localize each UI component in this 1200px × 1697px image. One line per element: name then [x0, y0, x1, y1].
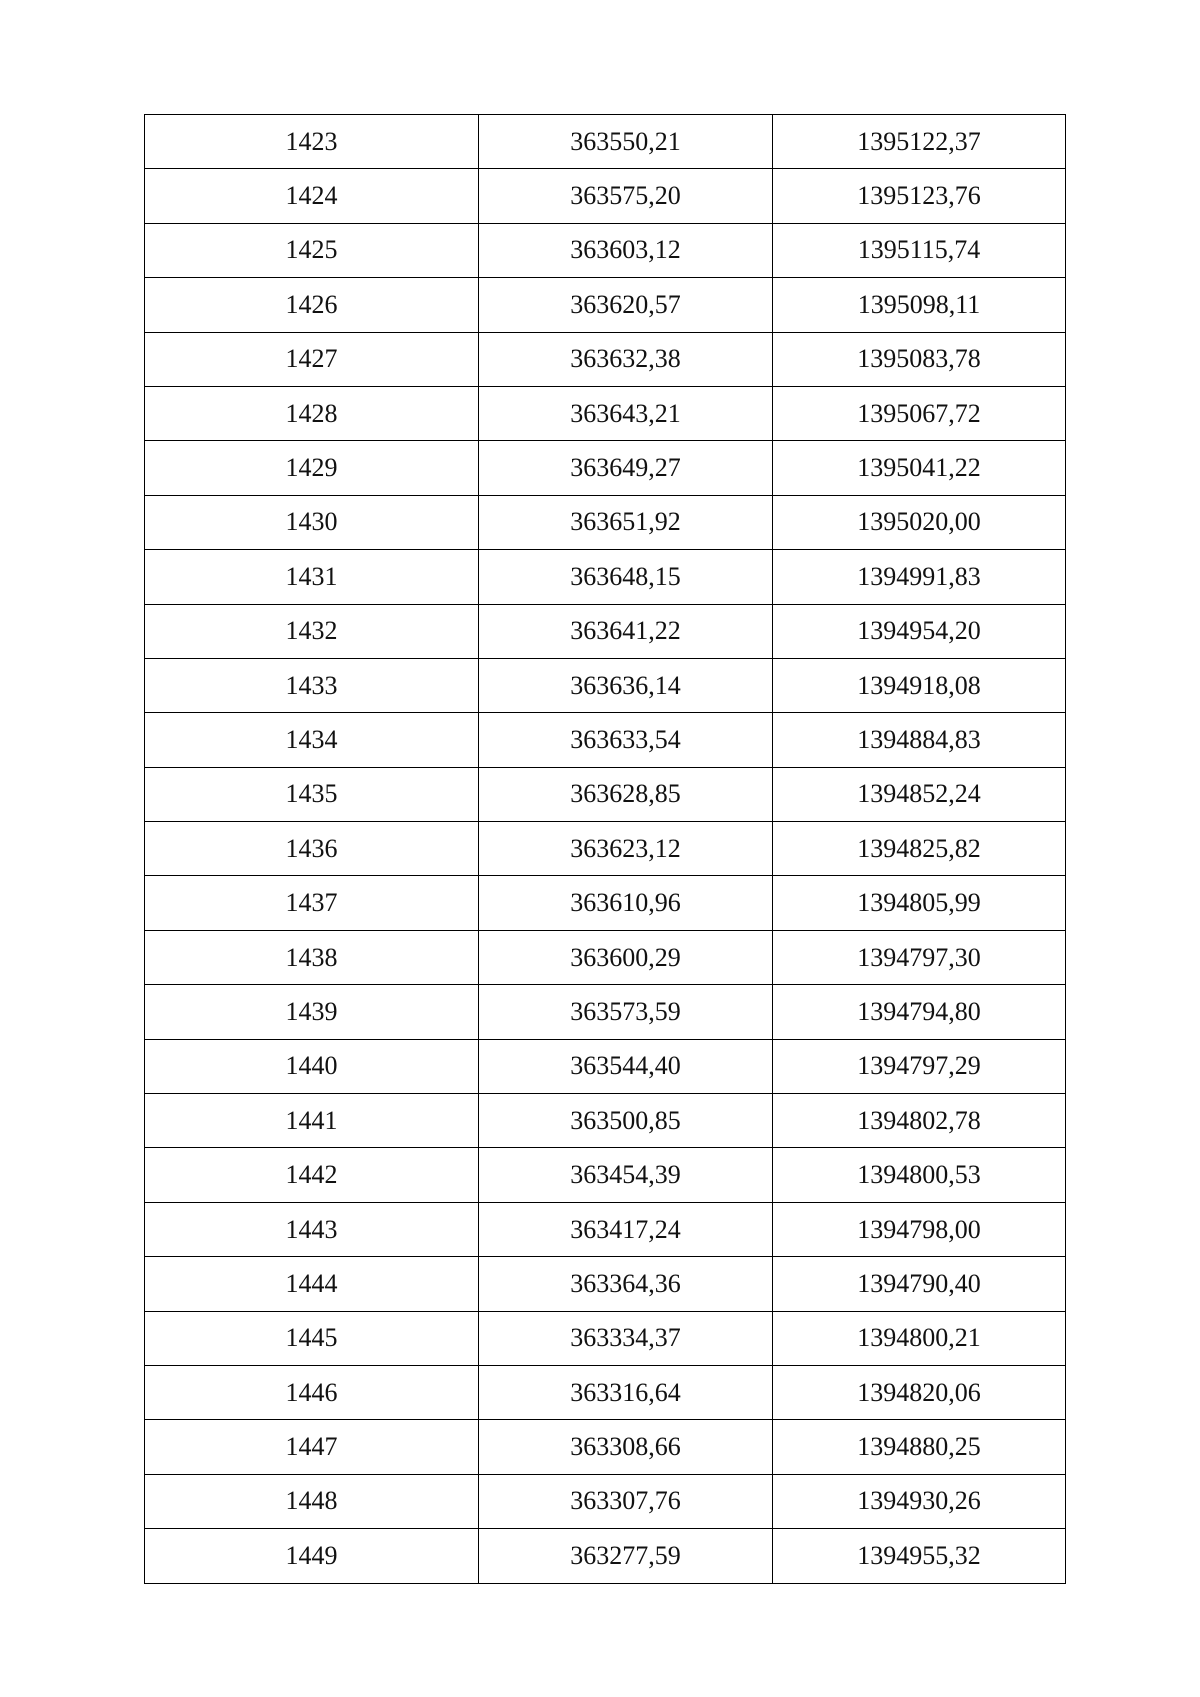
y-coordinate-cell: 1394955,32: [773, 1529, 1066, 1583]
x-coordinate-cell: 363641,22: [479, 604, 773, 658]
x-coordinate-cell: 363364,36: [479, 1257, 773, 1311]
table-row: [145, 713, 1066, 767]
point-number-cell: 1432: [145, 604, 479, 658]
y-coordinate-cell: 1394930,26: [773, 1474, 1066, 1528]
point-number-cell: 1423: [145, 115, 479, 169]
x-coordinate-cell: 363643,21: [479, 386, 773, 440]
x-coordinate-cell: 363307,76: [479, 1474, 773, 1528]
y-coordinate-cell: 1394800,21: [773, 1311, 1066, 1365]
y-coordinate-cell: 1395067,72: [773, 386, 1066, 440]
point-number-cell: 1444: [145, 1257, 479, 1311]
x-coordinate-cell: 363575,20: [479, 169, 773, 223]
table-row: [145, 223, 1066, 277]
table-row: [145, 1529, 1066, 1583]
x-coordinate-cell: 363651,92: [479, 495, 773, 549]
x-coordinate-cell: 363550,21: [479, 115, 773, 169]
x-coordinate-cell: 363316,64: [479, 1365, 773, 1419]
point-number-cell: 1443: [145, 1202, 479, 1256]
table-row: [145, 658, 1066, 712]
y-coordinate-cell: 1394798,00: [773, 1202, 1066, 1256]
x-coordinate-cell: 363636,14: [479, 658, 773, 712]
point-number-cell: 1436: [145, 822, 479, 876]
table-row: [145, 1257, 1066, 1311]
point-number-cell: 1433: [145, 658, 479, 712]
table-row: [145, 1202, 1066, 1256]
x-coordinate-cell: 363417,24: [479, 1202, 773, 1256]
table-row: [145, 822, 1066, 876]
table-row: [145, 767, 1066, 821]
point-number-cell: 1440: [145, 1039, 479, 1093]
y-coordinate-cell: 1395115,74: [773, 223, 1066, 277]
point-number-cell: 1435: [145, 767, 479, 821]
table-row: [145, 115, 1066, 169]
x-coordinate-cell: 363632,38: [479, 332, 773, 386]
y-coordinate-cell: 1394820,06: [773, 1365, 1066, 1419]
y-coordinate-cell: 1395098,11: [773, 278, 1066, 332]
y-coordinate-cell: 1394800,53: [773, 1148, 1066, 1202]
y-coordinate-cell: 1394797,29: [773, 1039, 1066, 1093]
table-row: [145, 1474, 1066, 1528]
table-row: [145, 441, 1066, 495]
x-coordinate-cell: 363603,12: [479, 223, 773, 277]
y-coordinate-cell: 1394794,80: [773, 985, 1066, 1039]
point-number-cell: 1430: [145, 495, 479, 549]
x-coordinate-cell: 363573,59: [479, 985, 773, 1039]
point-number-cell: 1424: [145, 169, 479, 223]
y-coordinate-cell: 1394790,40: [773, 1257, 1066, 1311]
x-coordinate-cell: 363334,37: [479, 1311, 773, 1365]
point-number-cell: 1438: [145, 930, 479, 984]
table-row: [145, 1039, 1066, 1093]
table-row: [145, 1311, 1066, 1365]
x-coordinate-cell: 363600,29: [479, 930, 773, 984]
x-coordinate-cell: 363648,15: [479, 550, 773, 604]
table-row: [145, 495, 1066, 549]
x-coordinate-cell: 363277,59: [479, 1529, 773, 1583]
x-coordinate-cell: 363649,27: [479, 441, 773, 495]
table-row: [145, 1148, 1066, 1202]
table-row: [145, 169, 1066, 223]
point-number-cell: 1445: [145, 1311, 479, 1365]
table-row: [145, 876, 1066, 930]
y-coordinate-cell: 1394991,83: [773, 550, 1066, 604]
coordinates-table-body: [145, 115, 1066, 1584]
y-coordinate-cell: 1394918,08: [773, 658, 1066, 712]
y-coordinate-cell: 1394954,20: [773, 604, 1066, 658]
point-number-cell: 1449: [145, 1529, 479, 1583]
x-coordinate-cell: 363308,66: [479, 1420, 773, 1474]
x-coordinate-cell: 363628,85: [479, 767, 773, 821]
point-number-cell: 1428: [145, 386, 479, 440]
point-number-cell: 1442: [145, 1148, 479, 1202]
point-number-cell: 1425: [145, 223, 479, 277]
y-coordinate-cell: 1395122,37: [773, 115, 1066, 169]
table-row: [145, 386, 1066, 440]
y-coordinate-cell: 1394884,83: [773, 713, 1066, 767]
x-coordinate-cell: 363544,40: [479, 1039, 773, 1093]
point-number-cell: 1426: [145, 278, 479, 332]
point-number-cell: 1447: [145, 1420, 479, 1474]
table-row: [145, 278, 1066, 332]
y-coordinate-cell: 1394825,82: [773, 822, 1066, 876]
y-coordinate-cell: 1394852,24: [773, 767, 1066, 821]
point-number-cell: 1437: [145, 876, 479, 930]
y-coordinate-cell: 1395123,76: [773, 169, 1066, 223]
y-coordinate-cell: 1394805,99: [773, 876, 1066, 930]
x-coordinate-cell: 363633,54: [479, 713, 773, 767]
point-number-cell: 1439: [145, 985, 479, 1039]
x-coordinate-cell: 363500,85: [479, 1094, 773, 1148]
table-row: [145, 550, 1066, 604]
table-row: [145, 930, 1066, 984]
y-coordinate-cell: 1394880,25: [773, 1420, 1066, 1474]
point-number-cell: 1427: [145, 332, 479, 386]
x-coordinate-cell: 363620,57: [479, 278, 773, 332]
y-coordinate-cell: 1394797,30: [773, 930, 1066, 984]
x-coordinate-cell: 363610,96: [479, 876, 773, 930]
point-number-cell: 1448: [145, 1474, 479, 1528]
point-number-cell: 1446: [145, 1365, 479, 1419]
y-coordinate-cell: 1394802,78: [773, 1094, 1066, 1148]
point-number-cell: 1441: [145, 1094, 479, 1148]
point-number-cell: 1431: [145, 550, 479, 604]
x-coordinate-cell: 363623,12: [479, 822, 773, 876]
table-row: [145, 332, 1066, 386]
table-row: [145, 1094, 1066, 1148]
point-number-cell: 1434: [145, 713, 479, 767]
table-row: [145, 1365, 1066, 1419]
y-coordinate-cell: 1395020,00: [773, 495, 1066, 549]
x-coordinate-cell: 363454,39: [479, 1148, 773, 1202]
y-coordinate-cell: 1395041,22: [773, 441, 1066, 495]
table-row: [145, 1420, 1066, 1474]
table-row: [145, 604, 1066, 658]
coordinates-table: [144, 114, 1066, 1584]
point-number-cell: 1429: [145, 441, 479, 495]
table-row: [145, 985, 1066, 1039]
y-coordinate-cell: 1395083,78: [773, 332, 1066, 386]
